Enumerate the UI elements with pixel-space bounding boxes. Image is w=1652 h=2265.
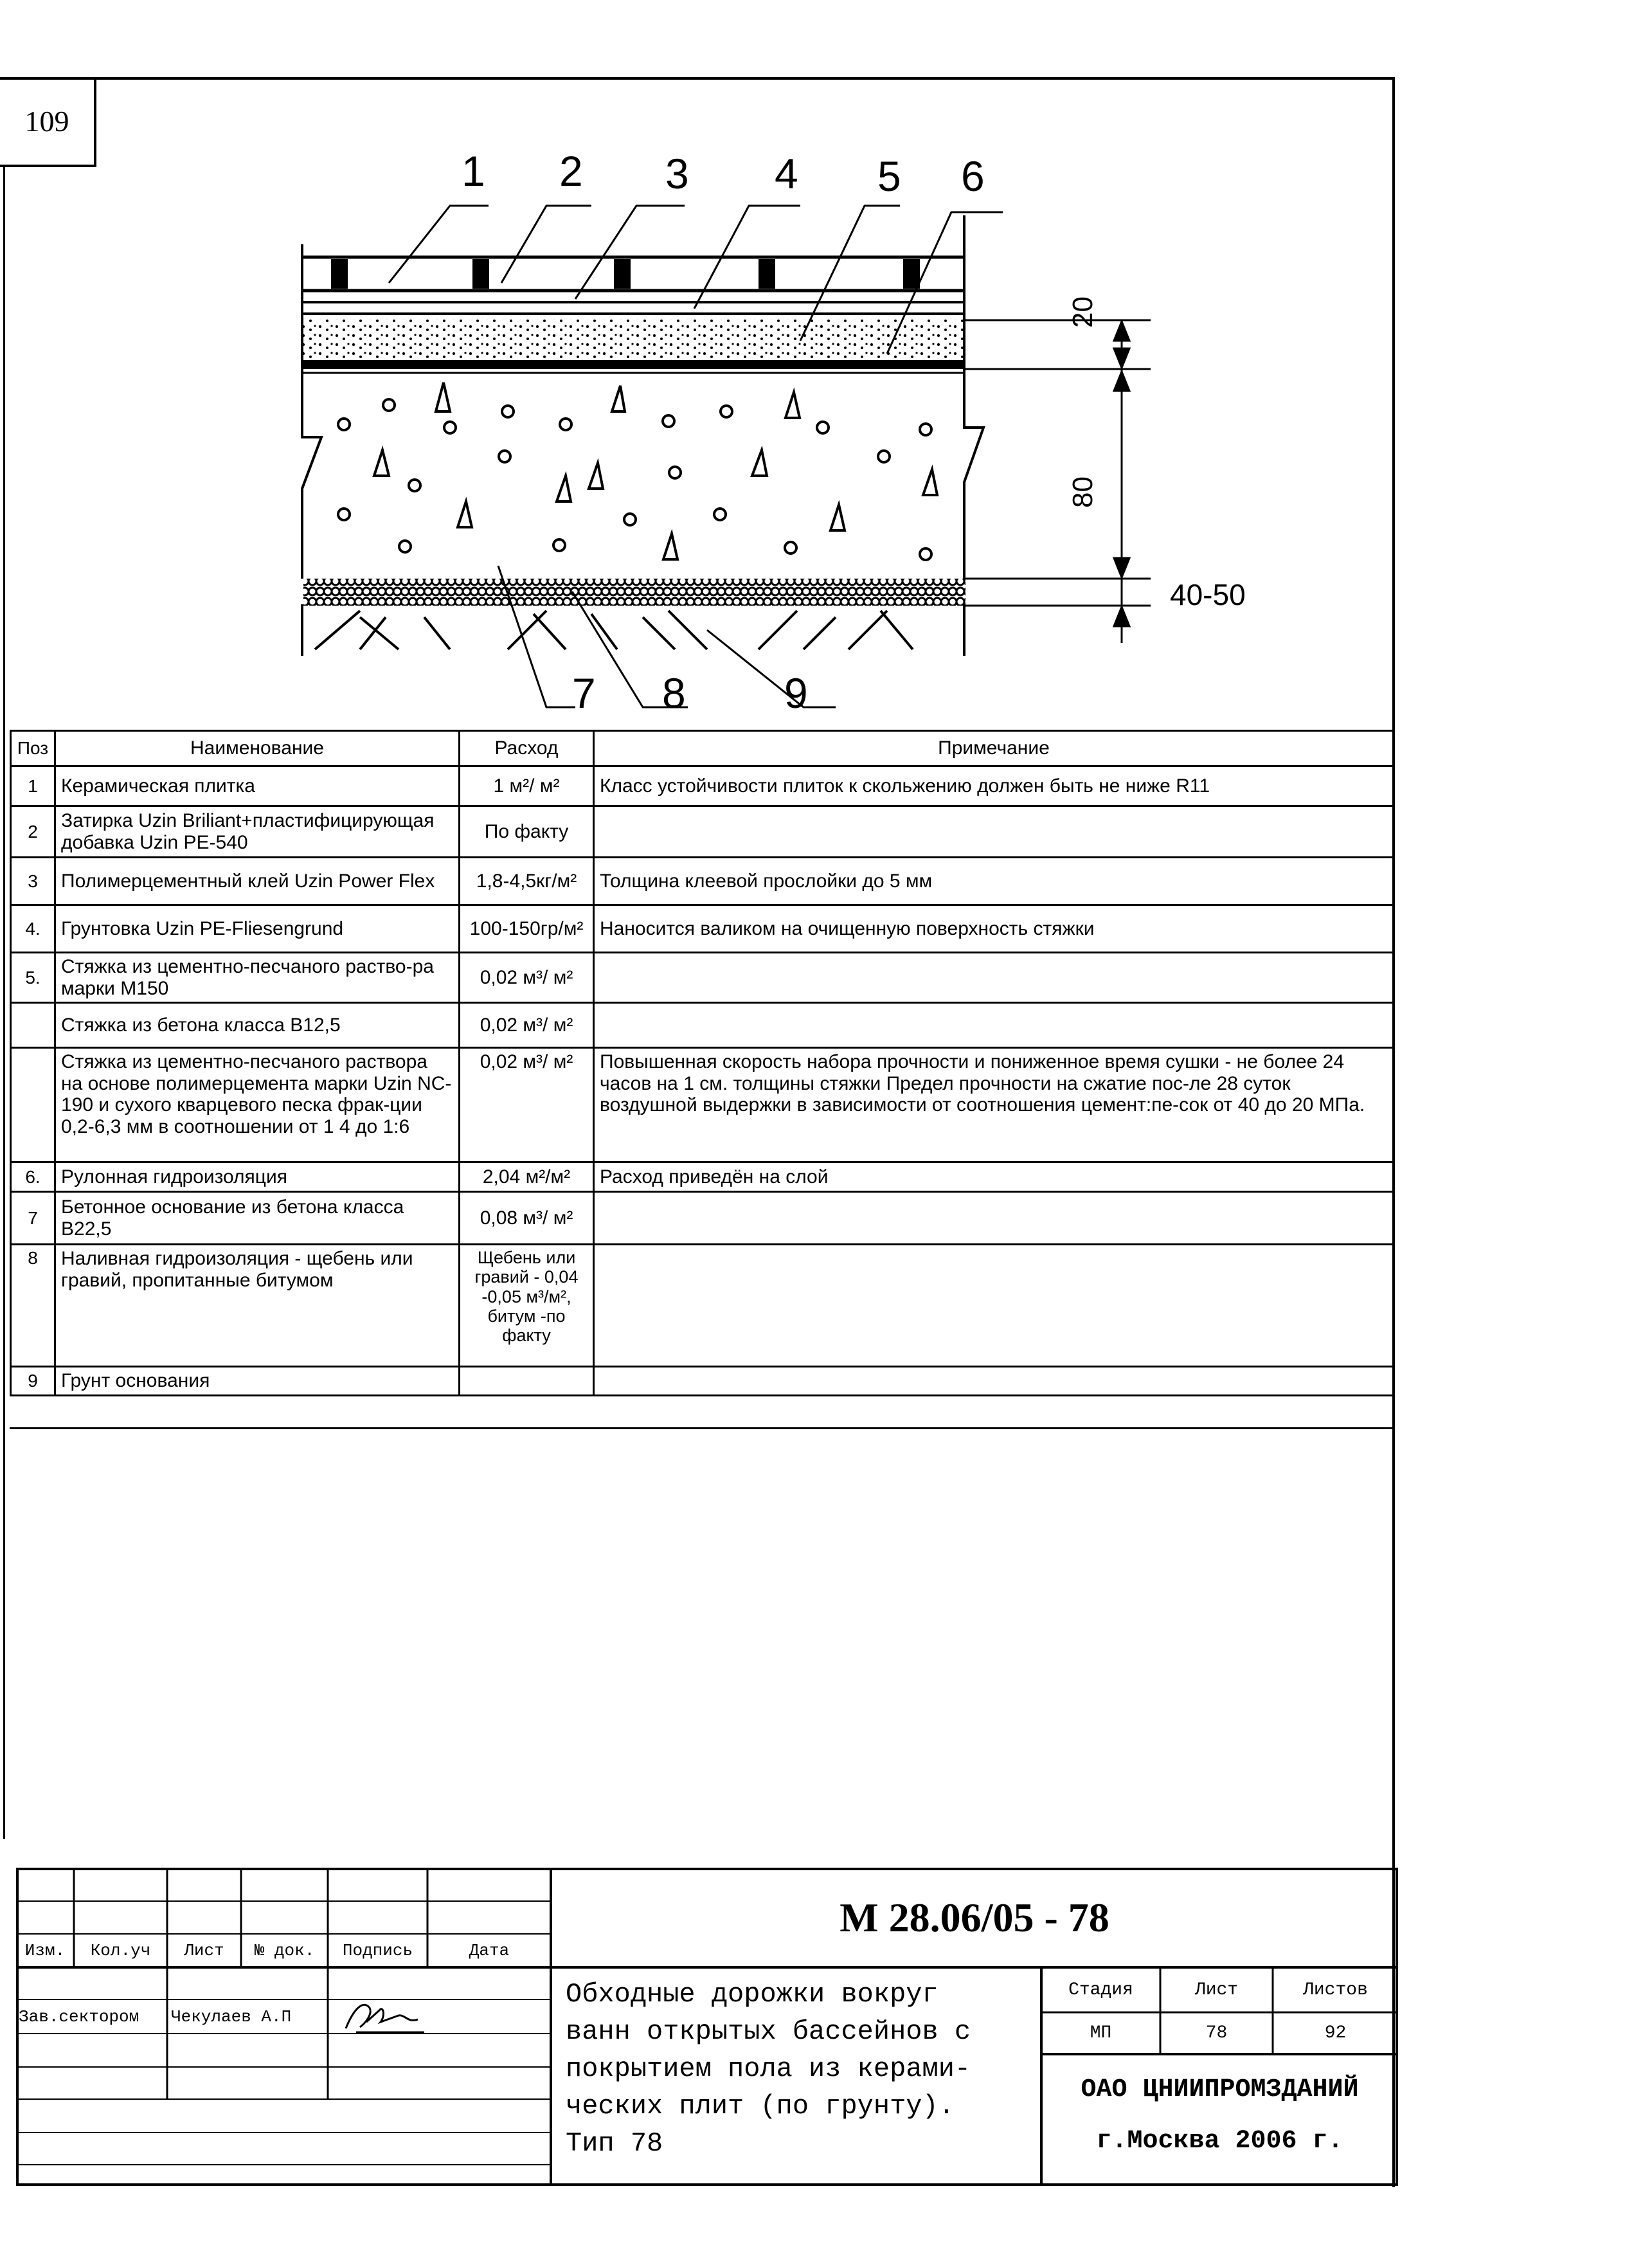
dimension-40-50: 40-50 [1170,578,1246,611]
description-line-3: покрытием пола из керами- [566,2053,971,2084]
callout-5: 5 [877,152,901,200]
sheet-value: 78 [1205,2023,1228,2043]
row-pos: 8 [11,1245,55,1367]
row-note: Толщина клеевой прослойки до 5 мм [594,858,1394,905]
sheet-label: Лист [1194,1980,1239,2000]
row-name: Грунтовка Uzin PE-Fliesengrund [55,905,460,953]
row-name: Стяжка из цементно-песчаного раствора на основе полимерцемента марки Uzin NC-190 и сухого кварцевого песка фрак-ции 0,2-6,3 мм в соотношении от 1 4 до 1:6 [55,1048,460,1162]
row-name: Стяжка из цементно-песчаного раство-ра марки М150 [55,953,460,1003]
row-consumption [460,1367,594,1396]
row-name: Бетонное основание из бетона класса В22,5 [55,1192,460,1245]
row-pos: 7 [11,1192,55,1245]
row-note [594,1192,1394,1245]
label-list: Лист [184,1941,224,1960]
description-line-2: ванн открытых бассейнов с [566,2016,971,2047]
table-row [11,1192,1394,1245]
row-consumption: 0,02 м³/ м² [460,1003,594,1048]
row-name: Затирка Uzin Briliant+пластифицирующая добавка Uzin PE-540 [55,806,460,858]
callout-8: 8 [662,669,686,717]
row-pos [11,1048,55,1162]
row-consumption: 1 м²/ м² [460,766,594,806]
row-consumption: 0,08 м³/ м² [460,1192,594,1245]
dimension-80: 80 [1067,476,1099,508]
row-pos: 6. [11,1162,55,1192]
row-name: Стяжка из бетона класса В12,5 [55,1003,460,1048]
callout-2: 2 [559,147,583,195]
row-consumption: 0,02 м³/ м² [460,1048,594,1162]
row-name: Полимерцементный клей Uzin Power Flex [55,858,460,905]
dimension-chain [964,320,1151,643]
header-note: Примечание [594,731,1394,766]
signature-mark [341,1996,431,2035]
row-consumption: Щебень или гравий - 0,04 -0,05 м³/м², битум -по факту [460,1245,594,1367]
table-bottom-rule [10,1427,1395,1429]
table-row [11,905,1394,953]
row-name: Керамическая плитка [55,766,460,806]
label-doc-no: № док. [254,1941,315,1960]
row-name: Наливная гидроизоляция - щебень или гравий, пропитанные битумом [55,1245,460,1367]
row-pos: 4. [11,905,55,953]
callout-7: 7 [572,669,596,717]
screed-layer [303,319,963,359]
table-row [11,766,1394,806]
row-pos: 9 [11,1367,55,1396]
row-pos: 5. [11,953,55,1003]
description-line-1: Обходные дорожки вокруг [566,1979,938,2010]
document-code: М 28.06/05 - 78 [839,1894,1109,1940]
table-row [11,1003,1394,1048]
concrete-aggregate [338,399,931,560]
header-consumption: Расход [460,731,594,766]
table-header-row [11,731,1394,766]
label-date: Дата [469,1941,510,1960]
membrane-layer [302,360,964,369]
table-row [11,1048,1394,1162]
header-pos: Поз [11,731,55,766]
role-label: Зав.сектором [19,2007,139,2026]
row-consumption: 2,04 м²/м² [460,1162,594,1192]
table-row [11,858,1394,905]
stage-value: МП [1090,2023,1112,2043]
row-pos [11,1003,55,1048]
row-note [594,1245,1394,1367]
table-row [11,1162,1394,1192]
callout-9: 9 [784,669,808,717]
table-row [11,953,1394,1003]
row-note [594,1367,1394,1396]
callout-6: 6 [961,152,985,200]
table-row [11,1245,1394,1367]
row-note [594,953,1394,1003]
row-note: Наносится валиком на очищенную поверхность стяжки [594,905,1394,953]
gravel-waterproofing-layer [303,579,965,606]
row-pos: 1 [11,766,55,806]
label-izm: Изм. [24,1941,66,1960]
specification-table [10,730,1395,1396]
row-name: Грунт основания [55,1367,460,1396]
row-consumption: 0,02 м³/ м² [460,953,594,1003]
row-pos: 3 [11,858,55,905]
page-number: 109 [0,77,96,167]
row-consumption: 1,8-4,5кг/м² [460,858,594,905]
ground-hatch [302,604,964,656]
header-name: Наименование [55,731,460,766]
table-row [11,1367,1394,1396]
label-kol-uch: Кол.уч [90,1941,151,1960]
table-row [11,806,1394,858]
description-line-4: ческих плит (по грунту). [566,2091,955,2122]
row-note: Класс устойчивости плиток к скольжению должен быть не ниже R11 [594,766,1394,806]
row-name: Рулонная гидроизоляция [55,1162,460,1192]
floor-section-diagram [0,0,1652,726]
row-consumption: 100-150гр/м² [460,905,594,953]
row-note: Расход приведён на слой [594,1162,1394,1192]
row-consumption: По факту [460,806,594,858]
description-line-5: Тип 78 [566,2128,663,2159]
dimension-20: 20 [1067,296,1099,328]
organization-city-year: г.Москва 2006 г. [1096,2126,1343,2156]
label-signature: Подпись [342,1941,413,1960]
stage-label: Стадия [1068,1980,1133,2000]
callout-1: 1 [462,147,485,195]
person-name: Чекулаев А.П [171,2007,292,2026]
organization-name: ОАО ЦНИИПРОМЗДАНИЙ [1081,2075,1359,2104]
row-note: Повышенная скорость набора прочности и пониженное время сушки - не более 24 часов на 1 см. толщины стяжки Предел прочности на сжатие пос-ле 28 суток воздушной выдержки в зависимости от соотношения цемент:пе-сок от 40 до 20 МПа. [594,1048,1394,1162]
callout-3: 3 [665,150,689,197]
row-note [594,1003,1394,1048]
callout-4: 4 [775,150,798,197]
sheets-label: Листов [1303,1980,1368,2000]
row-note [594,806,1394,858]
title-block [16,1868,1398,2186]
sheets-value: 92 [1324,2023,1347,2043]
row-pos: 2 [11,806,55,858]
